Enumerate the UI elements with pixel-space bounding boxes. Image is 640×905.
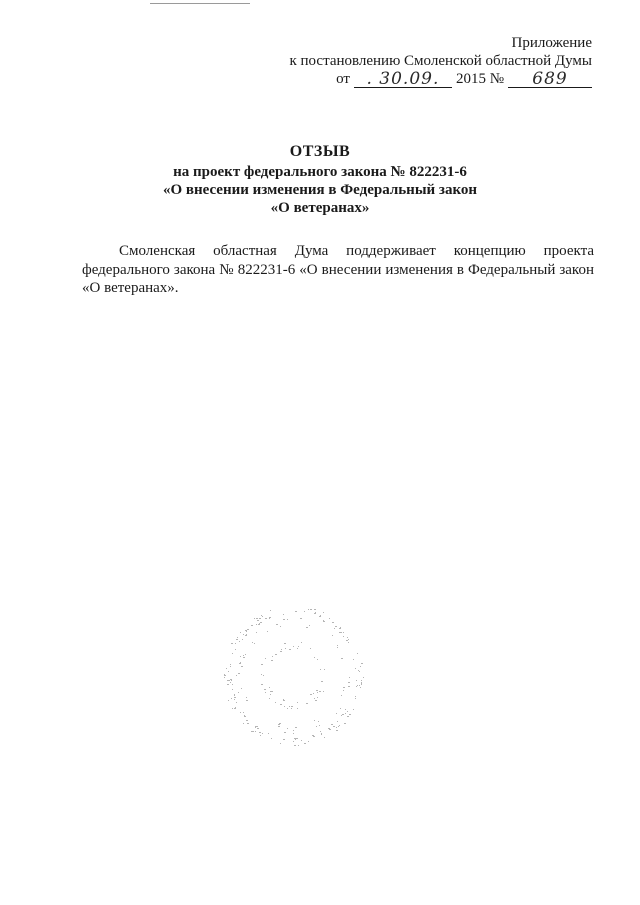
stamp-speck — [314, 698, 315, 699]
stamp-speck — [304, 611, 305, 612]
stamp-speck — [313, 693, 314, 694]
stamp-speck — [295, 611, 297, 612]
stamp-speck — [243, 657, 245, 658]
stamp-speck — [353, 709, 354, 710]
stamp-speck — [343, 690, 344, 691]
stamp-speck — [336, 727, 337, 728]
stamp-speck — [228, 671, 229, 672]
stamp-speck — [275, 702, 276, 703]
stamp-speck — [296, 738, 298, 739]
stamp-speck — [283, 619, 285, 620]
stamp-speck — [247, 723, 249, 724]
stamp-speck — [293, 646, 294, 647]
stamp-speck — [287, 619, 288, 620]
stamp-speck — [317, 659, 318, 660]
stamp-speck — [336, 713, 337, 714]
stamp-speck — [280, 743, 281, 744]
stamp-speck — [224, 675, 226, 676]
stamp-speck — [319, 616, 321, 617]
stamp-speck — [243, 634, 244, 635]
stamp-speck — [240, 662, 241, 663]
stamp-speck — [236, 639, 238, 640]
handwritten-date: . 30.09. — [354, 71, 452, 88]
stamp-speck — [240, 712, 241, 713]
stamp-speck — [346, 640, 348, 641]
stamp-speck — [231, 680, 232, 681]
stamp-speck — [246, 700, 248, 701]
stamp-speck — [245, 630, 247, 631]
stamp-speck — [340, 627, 341, 628]
stamp-speck — [232, 684, 233, 685]
stamp-speck — [357, 653, 358, 654]
title-line-2: «О внесении изменения в Федеральный закон — [162, 182, 478, 198]
stamp-speck — [337, 645, 338, 646]
stamp-speck — [361, 680, 362, 681]
stamp-speck — [265, 618, 267, 619]
stamp-speck — [269, 687, 270, 688]
stamp-speck — [324, 669, 325, 670]
stamp-speck — [355, 698, 356, 699]
stamp-speck — [343, 636, 344, 637]
stamp-speck — [321, 681, 323, 682]
stamp-speck — [261, 674, 262, 675]
stamp-speck — [285, 648, 286, 649]
stamp-speck — [347, 716, 349, 717]
stamp-speck — [284, 643, 286, 644]
stamp-speck — [335, 626, 337, 627]
stamp-speck — [301, 740, 302, 741]
stamp-speck — [311, 609, 312, 610]
stamp-speck — [245, 635, 247, 636]
stamp-speck — [298, 646, 299, 647]
stamp-speck — [340, 708, 341, 709]
stamp-speck — [348, 642, 349, 643]
stamp-speck — [360, 666, 361, 667]
stamp-speck — [270, 694, 271, 695]
stamp-speck — [269, 617, 271, 618]
stamp-speck — [341, 695, 342, 696]
stamp-speck — [347, 637, 348, 638]
stamp-speck — [244, 716, 246, 717]
from-label: от — [336, 71, 350, 87]
appendix-label: Приложение — [511, 35, 592, 51]
stamp-speck — [280, 626, 281, 627]
stamp-speck — [363, 677, 364, 678]
stamp-speck — [259, 732, 261, 733]
stamp-speck — [361, 663, 363, 664]
stamp-speck — [314, 609, 316, 610]
stamp-speck — [321, 734, 322, 735]
stamp-speck — [359, 685, 360, 686]
title-line-3: «О ветеранах» — [270, 200, 370, 216]
date-number-line — [336, 70, 592, 88]
stamp-speck — [275, 654, 277, 655]
stamp-speck — [283, 614, 284, 615]
stamp-speck — [246, 697, 247, 698]
stamp-speck — [304, 743, 306, 744]
stamp-speck — [232, 689, 233, 690]
body-paragraph: Смоленская областная Дума поддерживает концепцию проекта федерального закона № 822231-6 «О внесении изменения в Федеральный закон «О ветеранах». — [82, 243, 594, 296]
stamp-speck — [269, 698, 270, 699]
document-title — [0, 143, 640, 217]
stamp-speck — [236, 675, 237, 676]
stamp-speck — [323, 620, 324, 621]
stamp-speck — [234, 699, 235, 700]
stamp-speck — [336, 730, 338, 731]
stamp-speck — [261, 615, 262, 616]
stamp-speck — [306, 627, 308, 628]
stamp-speck — [339, 628, 341, 629]
stamp-speck — [320, 669, 321, 670]
stamp-speck — [287, 708, 288, 709]
stamp-speck — [294, 745, 296, 746]
stamp-speck — [246, 634, 247, 635]
stamp-speck — [306, 703, 308, 704]
stamp-speck — [341, 658, 343, 659]
stamp-speck — [318, 721, 319, 722]
stamp-speck — [226, 668, 227, 669]
stamp-speck — [329, 618, 330, 619]
stamp-speck — [254, 618, 255, 619]
stamp-speck — [256, 624, 257, 625]
stamp-speck — [309, 625, 310, 626]
stamp-speck — [255, 727, 256, 728]
stamp-speck — [259, 618, 261, 619]
stamp-speck — [283, 739, 285, 740]
stamp-speck — [257, 728, 259, 729]
stamp-speck — [230, 666, 231, 667]
stamp-speck — [329, 729, 331, 730]
stamp-speck — [349, 677, 350, 678]
stamp-speck — [323, 691, 324, 692]
stamp-speck — [268, 733, 269, 734]
stamp-speck — [261, 684, 263, 685]
stamp-speck — [334, 628, 335, 629]
stamp-speck — [308, 741, 309, 742]
stamp-speck — [232, 708, 233, 709]
stamp-speck — [343, 632, 344, 633]
stamp-speck — [231, 643, 233, 644]
stamp-speck — [258, 624, 260, 625]
stamp-speck — [348, 682, 350, 683]
stamp-speck — [270, 610, 271, 611]
stamp-speck — [297, 648, 298, 649]
stamp-speck — [241, 666, 243, 667]
stamp-speck — [319, 691, 321, 692]
stamp-speck — [293, 730, 294, 731]
stamp-speck — [238, 692, 239, 693]
stamp-speck — [314, 720, 315, 721]
stamp-speck — [271, 738, 272, 739]
stamp-speck — [257, 620, 259, 621]
stamp-speck — [267, 631, 268, 632]
stamp-speck — [337, 647, 338, 648]
stamp-speck — [313, 736, 315, 737]
stamp-speck — [265, 692, 266, 693]
stamp-speck — [242, 639, 243, 640]
stamp-speck — [341, 715, 342, 716]
stamp-speck — [239, 641, 240, 642]
stamp-speck — [291, 708, 292, 709]
stamp-speck — [317, 697, 318, 698]
stamp-speck — [243, 723, 244, 724]
stamp-speck — [243, 712, 244, 713]
stamp-speck — [323, 612, 324, 613]
stamp-speck — [338, 726, 339, 727]
stamp-speck — [235, 707, 236, 708]
stamp-speck — [231, 698, 232, 699]
stamp-speck — [256, 632, 257, 633]
stamp-speck — [263, 675, 264, 676]
stamp-speck — [293, 741, 294, 742]
stamp-speck — [230, 664, 231, 665]
stamp-speck — [361, 684, 362, 685]
stamp-speck — [297, 708, 298, 709]
stamp-speck — [279, 723, 281, 724]
stamp-speck — [310, 694, 312, 695]
stamp-speck — [264, 689, 266, 690]
stamp-speck — [240, 632, 241, 633]
stamp-speck — [270, 691, 272, 692]
stamp-speck — [235, 649, 236, 650]
stamp-speck — [280, 651, 282, 652]
faded-seal-stamp — [218, 600, 368, 750]
stamp-speck — [333, 726, 335, 727]
stamp-speck — [232, 653, 233, 654]
stamp-speck — [348, 686, 350, 687]
stamp-speck — [234, 695, 235, 696]
stamp-speck — [339, 632, 341, 633]
stamp-speck — [291, 706, 293, 707]
stamp-speck — [256, 726, 258, 727]
stamp-speck — [353, 659, 354, 660]
stamp-speck — [316, 726, 317, 727]
stamp-speck — [315, 612, 316, 613]
stamp-speck — [308, 609, 309, 610]
stamp-speck — [235, 697, 236, 698]
stamp-speck — [324, 737, 325, 738]
stamp-speck — [287, 728, 288, 729]
stamp-speck — [300, 618, 302, 619]
stamp-speck — [349, 714, 351, 715]
stamp-speck — [355, 668, 356, 669]
stamp-speck — [332, 622, 334, 623]
stamp-speck — [319, 725, 320, 726]
stamp-speck — [227, 680, 228, 681]
stamp-speck — [289, 649, 291, 650]
stamp-speck — [345, 709, 346, 710]
stamp-speck — [314, 613, 316, 614]
stamp-speck — [328, 728, 330, 729]
stamp-speck — [235, 643, 236, 644]
stamp-speck — [241, 688, 242, 689]
stamp-speck — [246, 720, 248, 721]
title-main: ОТЗЫВ — [289, 143, 351, 160]
stamp-speck — [301, 642, 302, 643]
stamp-speck — [316, 690, 318, 691]
stamp-speck — [320, 731, 321, 732]
stamp-speck — [278, 726, 280, 727]
stamp-speck — [230, 682, 231, 683]
stamp-speck — [295, 727, 297, 728]
stamp-speck — [358, 670, 359, 671]
stamp-speck — [332, 635, 333, 636]
stamp-speck — [345, 713, 346, 714]
year-number-label: 2015 № — [455, 71, 504, 87]
stamp-speck — [360, 687, 361, 688]
stamp-speck — [344, 723, 346, 724]
stamp-speck — [289, 706, 290, 707]
stamp-speck — [260, 735, 261, 736]
stamp-speck — [276, 624, 278, 625]
stamp-speck — [356, 680, 357, 681]
appendix-header — [289, 34, 592, 88]
stamp-speck — [317, 692, 318, 693]
stamp-speck — [228, 700, 229, 701]
stamp-speck — [284, 706, 285, 707]
stamp-speck — [254, 643, 255, 644]
stamp-speck — [295, 739, 296, 740]
title-line-1: на проект федерального закона № 822231-6 — [173, 164, 467, 180]
stamp-speck — [265, 658, 266, 659]
stamp-speck — [310, 648, 311, 649]
stamp-speck — [315, 700, 317, 701]
stamp-speck — [252, 642, 253, 643]
stamp-speck — [281, 649, 282, 650]
handwritten-number: 689 — [508, 71, 592, 88]
stamp-speck — [261, 664, 263, 665]
stamp-speck — [237, 637, 238, 638]
stamp-speck — [251, 625, 253, 626]
stamp-speck — [251, 731, 252, 732]
stamp-speck — [342, 714, 344, 715]
stamp-speck — [271, 660, 273, 661]
stamp-speck — [245, 654, 246, 655]
stamp-speck — [314, 657, 315, 658]
stamp-speck — [293, 733, 294, 734]
stamp-speck — [262, 733, 263, 734]
stamp-speck — [240, 656, 241, 657]
stamp-speck — [280, 704, 282, 705]
stamp-speck — [343, 687, 345, 688]
stamp-speck — [262, 616, 263, 617]
stamp-speck — [347, 711, 348, 712]
stamp-speck — [355, 696, 356, 697]
stamp-speck — [259, 623, 260, 624]
stamp-speck — [359, 671, 360, 672]
stamp-speck — [337, 721, 338, 722]
scan-edge-line — [150, 3, 250, 4]
stamp-speck — [312, 735, 314, 736]
stamp-speck — [283, 700, 285, 701]
stamp-speck — [236, 702, 237, 703]
resolution-reference: к постановлению Смоленской областной Думы — [289, 53, 592, 69]
stamp-speck — [238, 673, 240, 674]
stamp-speck — [224, 677, 225, 678]
stamp-speck — [361, 683, 362, 684]
stamp-speck — [272, 656, 273, 657]
stamp-speck — [356, 686, 357, 687]
stamp-speck — [227, 684, 229, 685]
stamp-speck — [297, 702, 298, 703]
stamp-speck — [255, 731, 256, 732]
stamp-speck — [361, 682, 362, 683]
stamp-speck — [243, 655, 244, 656]
stamp-speck — [321, 733, 322, 734]
stamp-speck — [298, 745, 299, 746]
stamp-speck — [228, 680, 230, 681]
stamp-speck — [285, 732, 286, 733]
